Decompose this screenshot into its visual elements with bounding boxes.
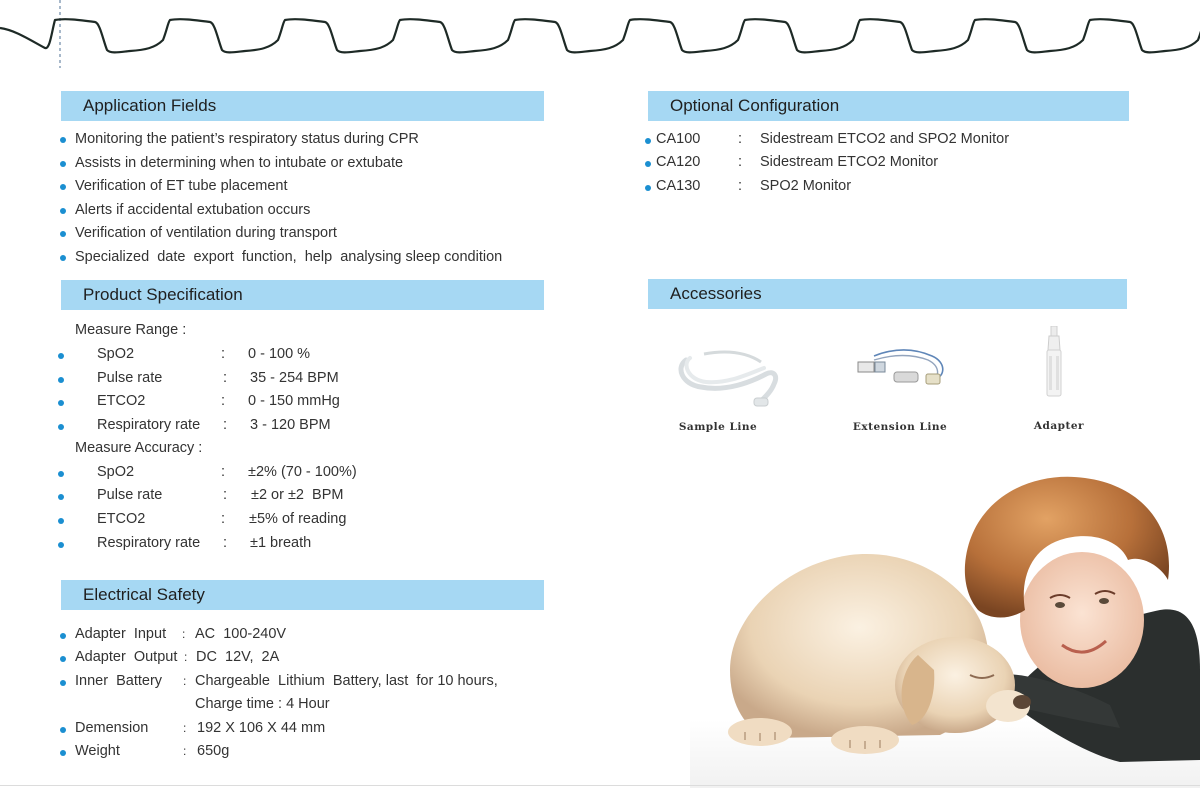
accessories-header: [648, 279, 1127, 309]
bullet-icon: [60, 208, 66, 214]
spec-row: Adapter Output : DC 12V, 2A: [60, 649, 560, 671]
bullet-icon: [645, 161, 651, 167]
bullet-icon: [58, 400, 64, 406]
list-item: Verification of ventilation during transport: [60, 222, 580, 246]
bottom-divider: [0, 785, 1200, 786]
spec-row: Pulse rate : 35 - 254 BPM: [56, 370, 556, 392]
bullet-icon: [60, 750, 66, 756]
capnography-waveform: [0, 0, 1200, 70]
bullet-icon: [60, 184, 66, 190]
bullet-icon: [60, 680, 66, 686]
spec-row: Respiratory rate : ±1 breath: [56, 535, 556, 557]
adapter-label: Adapter: [1033, 420, 1085, 432]
spec-row: Demension : 192 X 106 X 44 mm: [60, 720, 560, 742]
bullet-icon: [60, 255, 66, 261]
bullet-icon: [58, 471, 64, 477]
bullet-icon: [645, 138, 651, 144]
application-fields-list: [60, 128, 580, 270]
application-fields-title: Application Fields: [83, 96, 217, 115]
bullet-icon: [60, 633, 66, 639]
optional-configuration-title: Optional Configuration: [670, 96, 840, 115]
bullet-icon: [60, 231, 66, 237]
extension-line-label: Extension Line: [852, 421, 948, 433]
spec-row: Inner Battery : Chargeable Lithium Battery, last for 10 hours, Charge time : 4 Hour: [60, 673, 560, 719]
product-specification-title: Product Specification: [83, 285, 243, 304]
electrical-safety-header: [61, 580, 544, 610]
extension-line-image: [854, 346, 949, 394]
accessories-title: Accessories: [670, 284, 762, 303]
bullet-icon: [60, 161, 66, 167]
spec-row: Pulse rate : ±2 or ±2 BPM: [56, 487, 556, 509]
spec-row: Weight : 650g: [60, 743, 560, 765]
puppy-and-child-photo: [690, 470, 1200, 788]
bullet-icon: [58, 518, 64, 524]
list-item: Specialized date export function, help analysing sleep condition: [60, 246, 580, 270]
spec-row: SpO2 : 0 - 100 %: [56, 346, 556, 368]
bullet-icon: [60, 137, 66, 143]
list-item: Assists in determining when to intubate or extubate: [60, 152, 580, 176]
sample-line-image: [676, 342, 791, 412]
list-item: Alerts if accidental extubation occurs: [60, 199, 580, 223]
product-specification-header: [61, 280, 544, 310]
spec-row: ETCO2 : 0 - 150 mmHg: [56, 393, 556, 415]
bullet-icon: [58, 494, 64, 500]
bullet-icon: [58, 353, 64, 359]
config-row: CA120 : Sidestream ETCO2 Monitor: [645, 154, 1125, 176]
bullet-icon: [58, 424, 64, 430]
application-fields-header: [61, 91, 544, 121]
spec-row: Adapter Input : AC 100-240V: [60, 626, 560, 648]
electrical-safety-title: Electrical Safety: [83, 585, 205, 604]
sample-line-label: Sample Line: [678, 421, 758, 433]
bullet-icon: [645, 185, 651, 191]
bullet-icon: [58, 542, 64, 548]
measure-accuracy-heading: Measure Accuracy :: [75, 440, 203, 456]
list-item: Monitoring the patient’s respiratory status during CPR: [60, 128, 580, 152]
optional-configuration-header: [648, 91, 1129, 121]
spec-row: ETCO2 : ±5% of reading: [56, 511, 556, 533]
bullet-icon: [58, 377, 64, 383]
spec-row: SpO2 : ±2% (70 - 100%): [56, 464, 556, 486]
adapter-image: [1040, 326, 1070, 404]
spec-row: Respiratory rate : 3 - 120 BPM: [56, 417, 556, 439]
list-item: Verification of ET tube placement: [60, 175, 580, 199]
bullet-icon: [60, 656, 66, 662]
config-row: CA100 : Sidestream ETCO2 and SPO2 Monitor: [645, 131, 1125, 153]
measure-range-heading: Measure Range :: [75, 322, 187, 338]
config-row: CA130 : SPO2 Monitor: [645, 178, 1125, 200]
bullet-icon: [60, 727, 66, 733]
